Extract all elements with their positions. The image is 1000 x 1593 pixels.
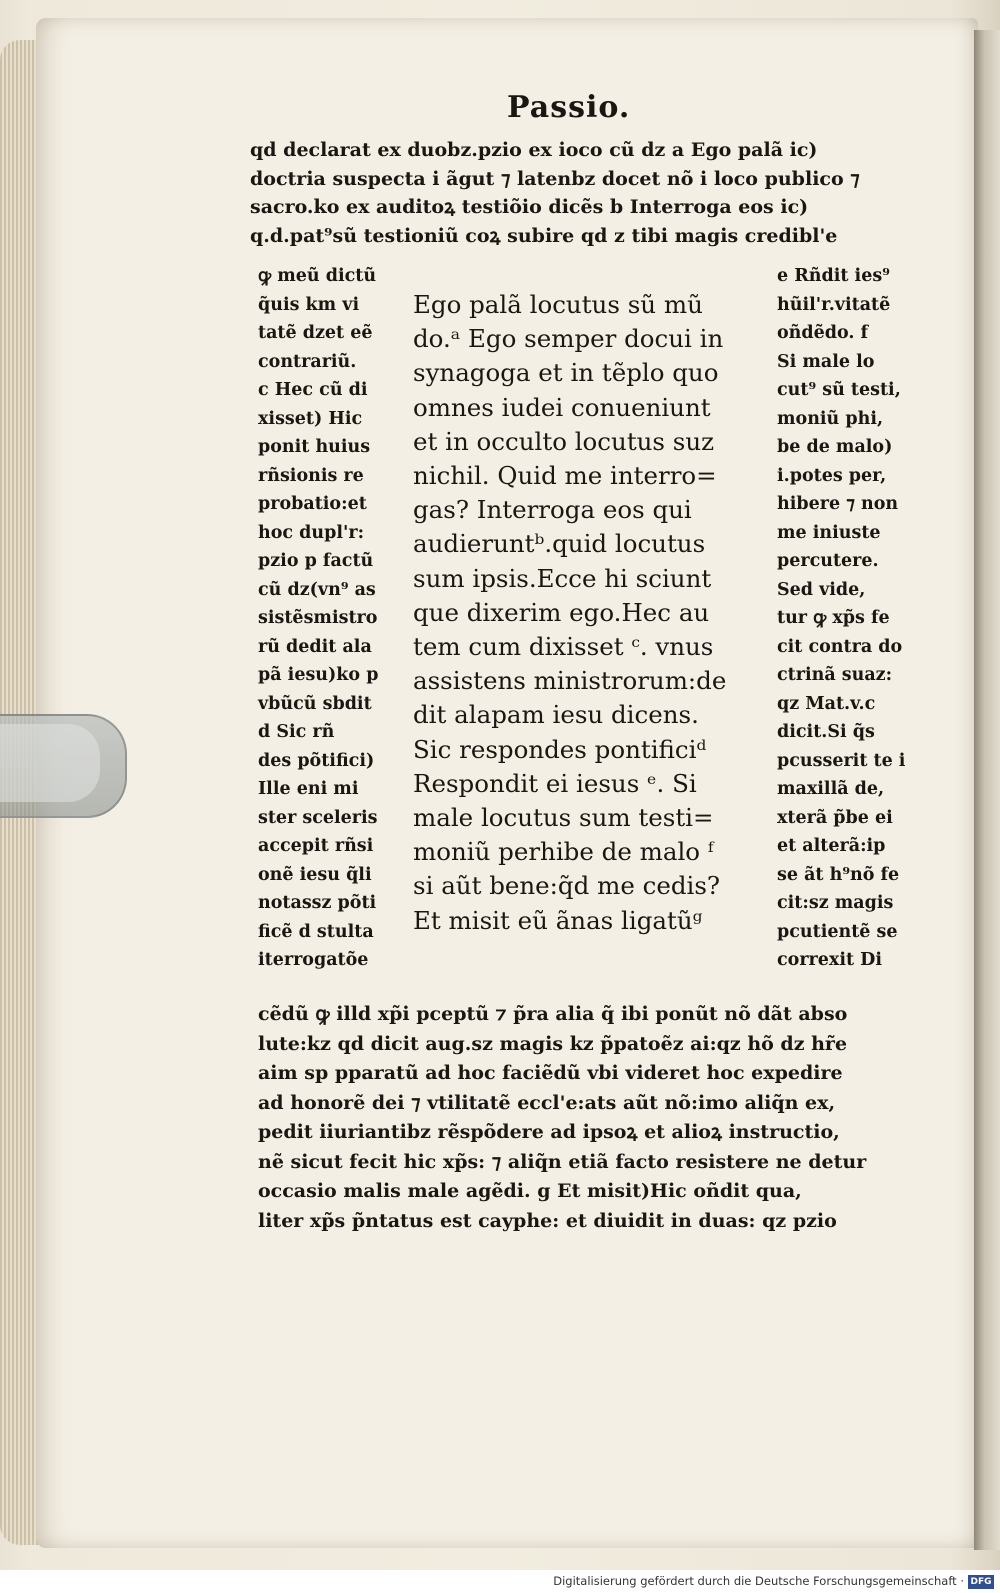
- text-line: cẽdũ ꝙ illd xp̃i pceptũ ⁊ p̃ra alia q̃ ibi ponũt nõ dãt abso: [258, 1003, 848, 1025]
- main-text-line: si aũt bene:q̃d me cedis?: [413, 871, 721, 901]
- gloss-line: qz Mat.v.c: [777, 693, 876, 714]
- gloss-line: d Sic rñ: [258, 722, 335, 742]
- gloss-line: cit:sz magis: [777, 893, 894, 913]
- gloss-line: xterã p̃be ei: [777, 807, 893, 828]
- right-gloss-column: [777, 262, 905, 975]
- gloss-line: notassz põti: [258, 893, 377, 913]
- gloss-line: percutere.: [777, 551, 879, 571]
- book-spine-edge: [974, 30, 1000, 1550]
- gloss-line: cut⁹ sũ testi,: [777, 380, 901, 400]
- main-text-line: do.ᵃ Ego semper docui in: [413, 324, 724, 354]
- gloss-line: rñsionis re: [258, 465, 364, 486]
- gloss-line: onẽ iesu q̃li: [258, 864, 372, 885]
- main-text-line: dit alapam iesu dicens.: [413, 700, 699, 730]
- gloss-line: be de malo): [777, 437, 893, 457]
- gloss-line: et alterã:ip: [777, 836, 886, 856]
- text-line: aim sp pparatũ ad hoc faciẽdũ vbi videret hoc expedire: [258, 1062, 843, 1084]
- gloss-line: ponit huius: [258, 437, 371, 457]
- gloss-line: hibere ⁊ non: [777, 494, 899, 514]
- main-text-line: assistens ministrorum:de: [413, 666, 727, 696]
- gloss-line: q̃uis km vi: [258, 294, 360, 315]
- gloss-line: i.potes per,: [777, 465, 887, 486]
- gloss-line: Si male lo: [777, 351, 875, 372]
- funding-credit: Digitalisierung gefördert durch die Deutsche Forschungsgemeinschaft ·: [553, 1574, 964, 1588]
- main-text-line: Sic respondes pontificiᵈ: [413, 734, 707, 764]
- gloss-line: probatio:et: [258, 494, 367, 514]
- gloss-line: iterrogatõe: [258, 950, 369, 970]
- main-text-line: que dixerim ego.Hec au: [413, 597, 710, 627]
- text-line: lute:kz qd dicit aug.sz magis kz p̃patoẽz ai:qz hõ dz hr̃e: [258, 1032, 848, 1055]
- main-text-column: [413, 288, 726, 938]
- gloss-line: sistẽsmistro: [258, 608, 378, 628]
- gloss-line: vbũcũ sbdit: [258, 693, 372, 714]
- gloss-line: hoc dupl'r:: [258, 522, 365, 543]
- gloss-line: pzio p factũ: [258, 551, 374, 571]
- commentary-top-block: [250, 136, 860, 250]
- gloss-line: cũ dz(vn⁹ as: [258, 579, 376, 600]
- gloss-line: Sed vide,: [777, 579, 866, 600]
- main-text-line: male locutus sum testi=: [413, 803, 714, 833]
- commentary-bottom-block: [258, 1000, 866, 1236]
- text-line: ad honorẽ dei ⁊ vtilitatẽ eccl'e:ats aũt nõ:imo aliq̃n ex,: [258, 1091, 836, 1114]
- text-line: sacro.ko ex auditoꝝ testiõio dicẽs b Interroga eos ic): [250, 196, 809, 218]
- text-line: qd declarat ex duobz.pzio ex ioco cũ dz a Ego palã ic): [250, 139, 818, 161]
- main-text-line: nichil. Quid me interro=: [413, 461, 717, 491]
- gloss-line: e Rñdit ies⁹: [777, 266, 890, 286]
- gloss-line: xisset) Hic: [258, 408, 363, 429]
- main-text-line: Ego palã locutus sũ mũ: [413, 290, 703, 319]
- main-text-line: omnes iudei conueniunt: [413, 392, 711, 422]
- gloss-line: pcusserit te i: [777, 750, 906, 771]
- gloss-line: maxillã de,: [777, 779, 885, 799]
- gloss-line: ster sceleris: [258, 807, 378, 828]
- text-line: occasio malis male agẽdi. g Et misit)Hic oñdit qua,: [258, 1180, 802, 1202]
- main-text-line: audieruntᵇ.quid locutus: [413, 529, 706, 559]
- main-text-line: synagoga et in tẽplo quo: [413, 358, 719, 388]
- text-line: pedit iiuriantibz rẽspõdere ad ipsoꝝ et alioꝝ instructio,: [258, 1121, 840, 1143]
- main-text-line: gas? Interroga eos qui: [413, 495, 692, 525]
- main-text-line: Et misit eũ ãnas ligatũᵍ: [413, 905, 703, 935]
- gloss-line: ctrinã suaz:: [777, 665, 893, 685]
- gloss-line: pcutientẽ se: [777, 921, 898, 942]
- gloss-line: ficẽ d stulta: [258, 921, 374, 942]
- gloss-line: Ille eni mi: [258, 779, 359, 799]
- text-line: nẽ sicut fecit hic xp̃s: ⁊ aliq̃n etiã facto resistere ne detur: [258, 1150, 867, 1173]
- left-gloss-column: [258, 262, 378, 975]
- gloss-line: moniũ phi,: [777, 408, 884, 429]
- digitization-footer: [0, 1572, 1000, 1593]
- gloss-line: se ãt h⁹nõ fe: [777, 864, 900, 885]
- text-line: doctria suspecta i ãgut ⁊ latenbz docet nõ i loco publico ⁊: [250, 167, 860, 190]
- text-line: liter xp̃s p̃ntatus est cayphe: et diuidit in duas: qz pzio: [258, 1209, 837, 1232]
- main-text-line: sum ipsis.Ecce hi sciunt: [413, 563, 712, 593]
- gloss-line: tatẽ dzet eẽ: [258, 323, 373, 343]
- main-text-line: moniũ perhibe de malo ᶠ: [413, 837, 714, 867]
- gloss-line: hũil'r.vitatẽ: [777, 294, 891, 315]
- gloss-line: rũ dedit ala: [258, 636, 372, 657]
- gloss-line: contrariũ.: [258, 351, 357, 372]
- gloss-line: oñdẽdo. f: [777, 323, 869, 343]
- gloss-line: accepit rñsi: [258, 836, 374, 856]
- gloss-line: cit contra do: [777, 636, 903, 657]
- text-line: q.d.pat⁹sũ testioniũ coꝝ subire qd z tibi magis credibl'e: [250, 224, 838, 247]
- gloss-line: pã iesu)ko p: [258, 665, 379, 685]
- gloss-line: dicit.Si q̃s: [777, 722, 875, 742]
- running-head: Passio.: [507, 90, 631, 125]
- gloss-line: tur ꝙ xp̃s fe: [777, 608, 890, 628]
- main-text-line: Respondit ei iesus ᵉ. Si: [413, 768, 697, 798]
- gloss-line: me iniuste: [777, 522, 881, 543]
- main-text-line: tem cum dixisset ᶜ. vnus: [413, 632, 714, 662]
- page-clip-highlight: [0, 724, 100, 802]
- gloss-line: correxit Di: [777, 950, 882, 970]
- gloss-line: ꝙ meũ dictũ: [258, 266, 377, 286]
- gloss-line: c Hec cũ di: [258, 380, 368, 400]
- gloss-line: des põtifici): [258, 750, 375, 771]
- dfg-logo-icon: DFG: [968, 1575, 994, 1589]
- main-text-line: et in occulto locutus suz: [413, 426, 715, 456]
